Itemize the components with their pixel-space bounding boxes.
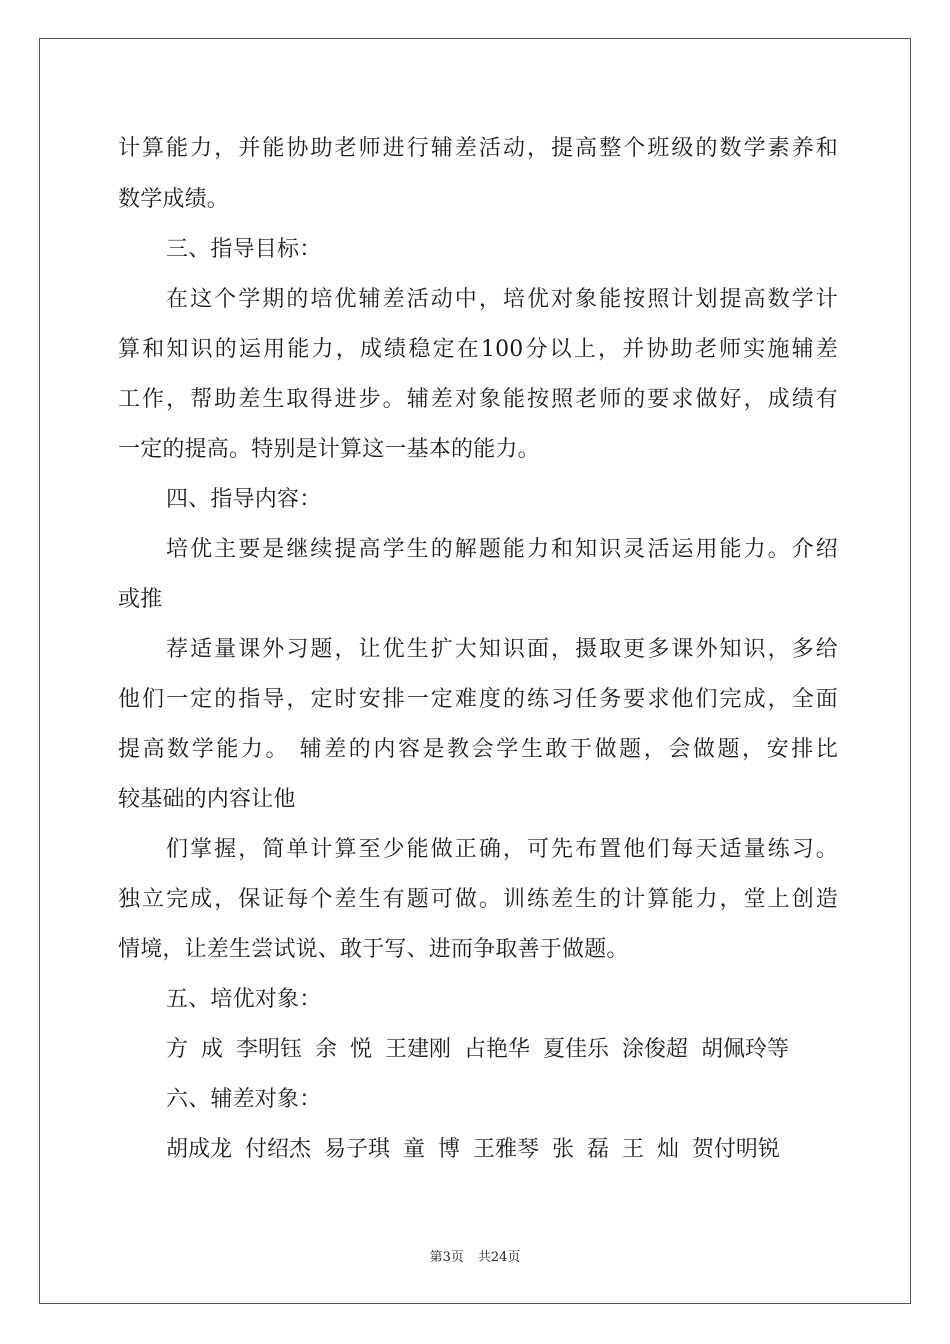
text-line: 培优主要是继续提高学生的解题能力和知识灵活运用能力。介绍: [166, 537, 838, 562]
text-line: 计算能力，并能协助老师进行辅差活动，提高整个班级的数学素养和: [118, 136, 838, 161]
student-names-list: 胡成龙 付绍杰 易子琪 童 博 王雅琴 张 磊 王 灿 贺付明锐: [166, 1137, 780, 1162]
page-total: 共24页: [477, 1250, 521, 1265]
text-line: 较基础的内容让他: [118, 787, 296, 812]
text-line: 情境，让差生尝试说、敢于写、进而争取善于做题。: [118, 937, 629, 962]
section-heading: 三、指导目标：: [166, 237, 322, 262]
text-line: 算和知识的运用能力，成绩稳定在100分以上，并协助老师实施辅差: [118, 337, 838, 362]
text-line: 他们一定的指导，定时安排一定难度的练习任务要求他们完成，全面: [118, 687, 838, 712]
page-number: 第3页: [429, 1250, 464, 1265]
text-line: 独立完成，保证每个差生有题可做。训练差生的计算能力，堂上创造: [118, 887, 838, 912]
text-line: 或推: [118, 587, 163, 612]
text-line: 荐适量课外习题，让优生扩大知识面，摄取更多课外知识，多给: [166, 637, 838, 662]
text-line: 工作，帮助差生取得进步。辅差对象能按照老师的要求做好，成绩有: [118, 387, 838, 412]
text-line: 们掌握，简单计算至少能做正确，可先布置他们每天适量练习。: [166, 837, 838, 862]
section-heading: 六、辅差对象：: [166, 1087, 322, 1112]
text-line: 提高数学能力。 辅差的内容是教会学生敢于做题，会做题，安排比: [118, 737, 838, 762]
section-heading: 五、培优对象：: [166, 987, 322, 1012]
text-line: 一定的提高。特别是计算这一基本的能力。: [118, 437, 540, 462]
page-footer: [0, 1246, 950, 1265]
section-heading: 四、指导内容：: [166, 487, 322, 512]
text-line: 在这个学期的培优辅差活动中，培优对象能按照计划提高数学计: [166, 287, 838, 312]
student-names-list: 方 成 李明钰 余 悦 王建刚 占艳华 夏佳乐 涂俊超 胡佩玲等: [166, 1037, 789, 1062]
text-line: 数学成绩。: [118, 187, 230, 212]
